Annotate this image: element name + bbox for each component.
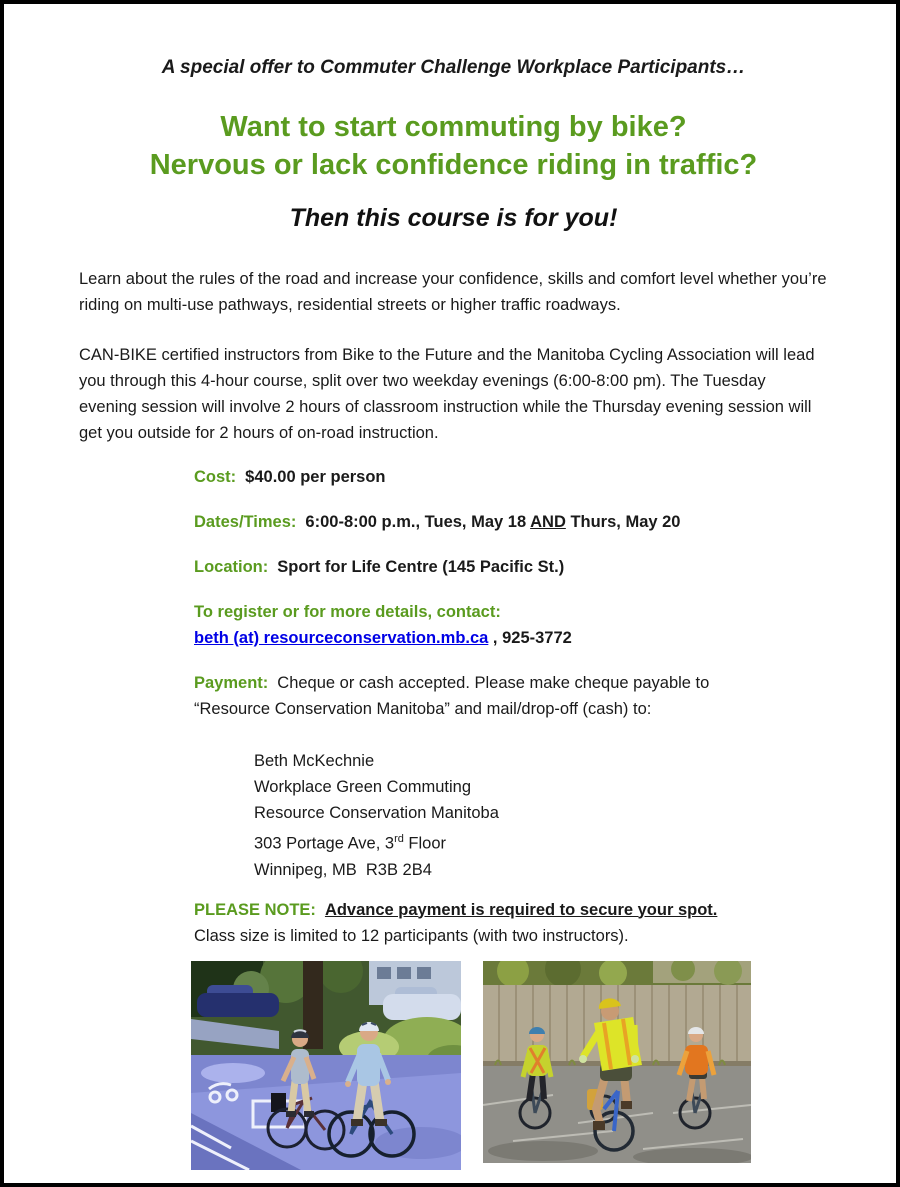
address-street (254, 826, 828, 857)
cost-line (194, 464, 759, 490)
location-line (194, 554, 759, 580)
note-line-2: Class size is limited to 12 participants (with two instructors). (194, 926, 629, 945)
address-program: Workplace Green Commuting (254, 778, 472, 796)
dates-value (305, 513, 680, 531)
address-city: Winnipeg, MB R3B 2B4 (254, 860, 432, 879)
photo-cyclists-parking-lot (483, 961, 751, 1163)
payment-label: Payment: (194, 674, 269, 692)
location-value: Sport for Life Centre (145 Pacific St.) (277, 558, 565, 576)
headline-line-2: Nervous or lack confidence riding in traffic? (149, 149, 758, 181)
cost-label: Cost: (194, 468, 237, 486)
intro-paragraph-1: Learn about the rules of the road and increase your confidence, skills and comfort level whether you’re riding on multi-use pathways, residential streets or higher traffic roadways. (79, 270, 827, 314)
dates-value-pre: 6:00-8:00 p.m., Tues, May 18 (305, 513, 531, 531)
address-street-pre: 303 Portage Ave, 3 (254, 834, 395, 853)
address-street-ordinal: rd (394, 833, 404, 845)
course-details (194, 464, 759, 722)
dates-and-underlined: AND (530, 513, 566, 531)
dates-label: Dates/Times: (194, 513, 297, 531)
headline-line-1: Want to start commuting by bike? (220, 111, 687, 143)
dates-value-post: Thurs, May 20 (565, 513, 681, 531)
register-block (194, 599, 759, 651)
note-label: PLEASE NOTE: (194, 900, 316, 919)
register-label: To register or for more details, contact: (194, 603, 501, 621)
note-underlined: Advance payment is required to secure your spot. (324, 900, 718, 919)
photo-cyclists-street (191, 961, 461, 1170)
email-link[interactable]: beth (at) resourceconservation.mb.ca (194, 629, 489, 647)
address-org: Resource Conservation Manitoba (254, 804, 499, 822)
photo-row (191, 961, 828, 1170)
address-name: Beth McKechnie (254, 752, 375, 770)
note-line-1 (194, 897, 774, 923)
mailing-address (254, 748, 828, 883)
tagline: A special offer to Commuter Challenge Workplace Participants… (161, 57, 746, 78)
headline (79, 108, 828, 184)
location-label: Location: (194, 558, 269, 576)
intro-paragraph-2: CAN-BIKE certified instructors from Bike to the Future and the Manitoba Cycling Association will lead you through this 4-hour course, split over two weekday evenings (6:00-8:00 pm). The Tuesday evening session will involve 2 hours of classroom instruction while the Thursday evening session will get you outside for 2 hours of on-road instruction. (79, 346, 815, 442)
dates-line (194, 509, 759, 535)
payment-value: Cheque or cash accepted. Please make cheque payable to “Resource Conservation Manitoba” and mail/drop-off (cash) to: (194, 674, 710, 718)
register-phone: , 925-3772 (488, 629, 572, 647)
subheadline: Then this course is for you! (289, 204, 618, 232)
cost-value: $40.00 per person (245, 468, 386, 486)
please-note-block (194, 897, 774, 949)
payment-block (194, 670, 759, 722)
address-street-post: Floor (403, 834, 447, 853)
